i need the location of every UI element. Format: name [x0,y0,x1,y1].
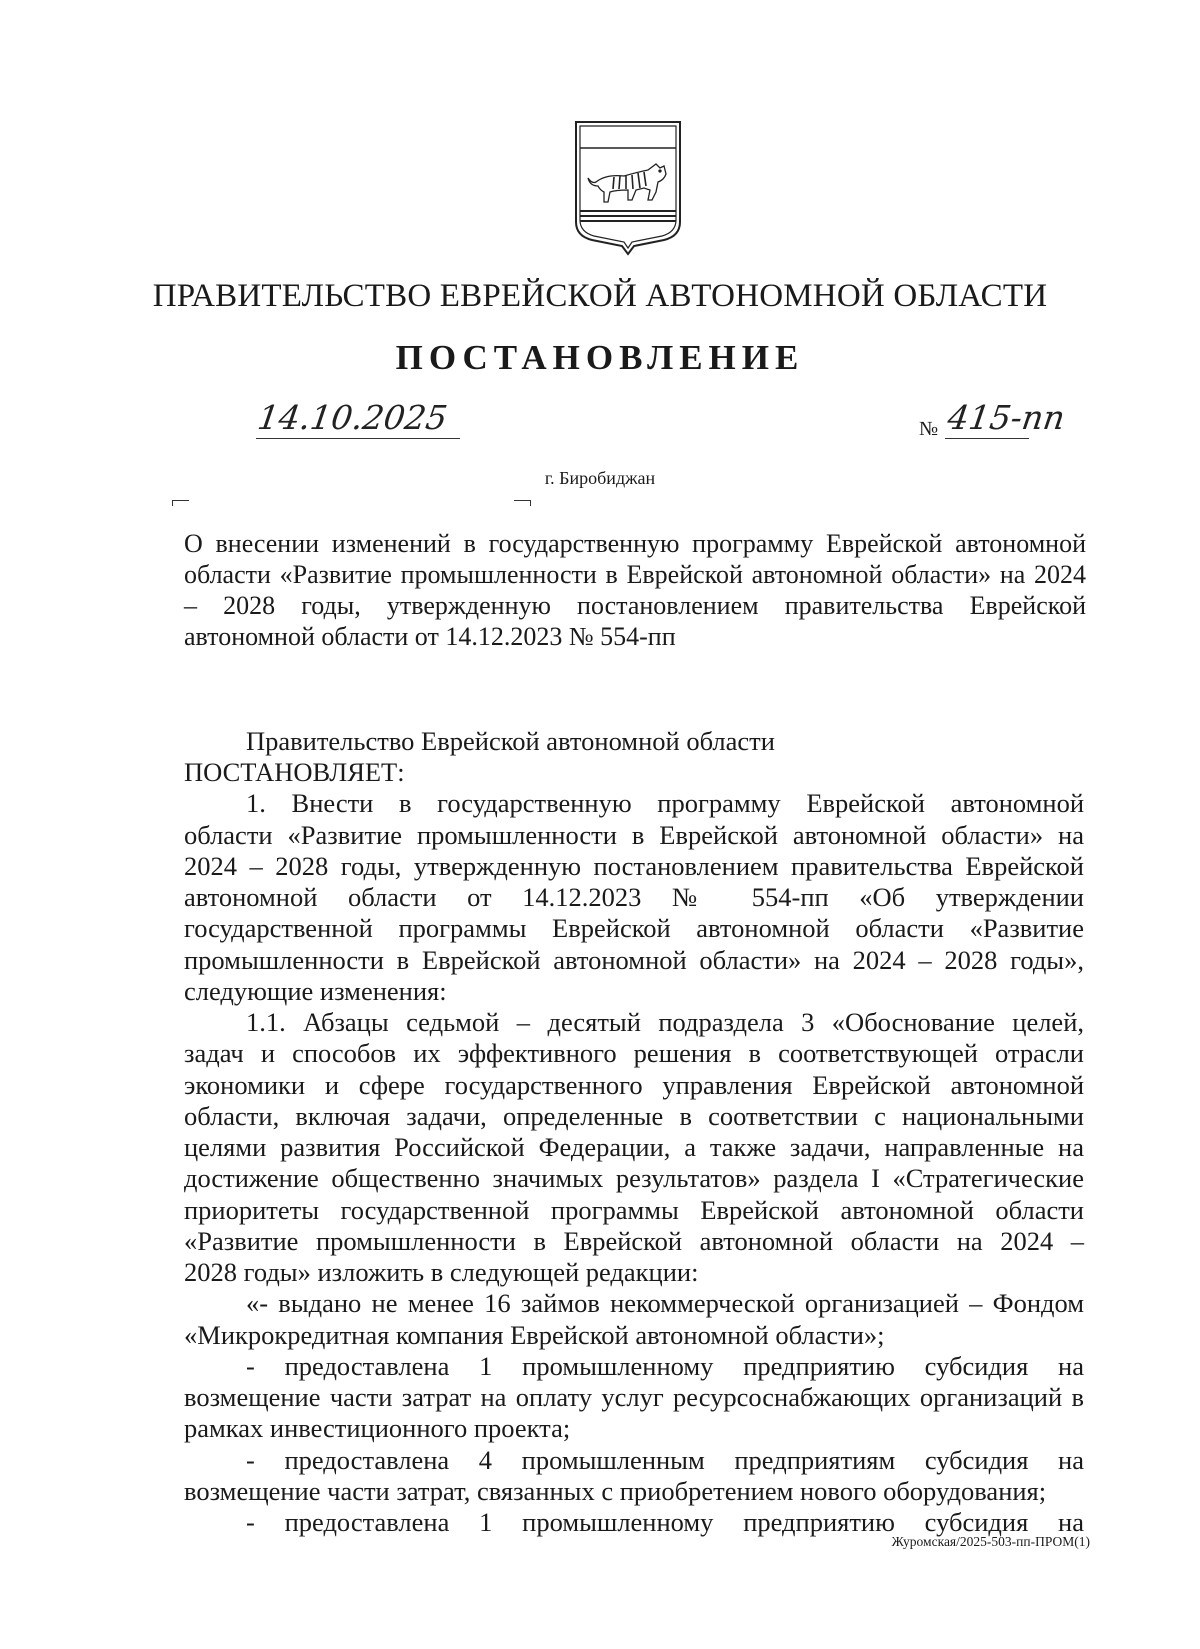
body-line: задач и способов их эффективного решения в соответствующей отрасли [184,1038,1084,1068]
body-line: возмещение части затрат, связанных с приобретением нового оборудования; [184,1476,1047,1506]
city-name: г. Биробиджан [544,468,656,488]
body-line: 1. Внести в государственную программу Еврейской автономной [246,788,1084,818]
coat-of-arms-emblem [572,118,684,256]
body-line: «Микрокредитная компания Еврейской автономной области»; [184,1320,885,1350]
document-subject: О внесении изменений в государственную программу Еврейской автономной области «Развитие промышленности в Еврейской автономной области» на 2024 – 2028 годы, утвержденную постановлением правительства Еврейской автономной области от 14.12.2023 № 554-пп [184,529,1086,651]
body-line: - предоставлена 4 промышленным предприятиям субсидия на [246,1445,1084,1475]
date-underline [256,438,460,439]
handwritten-number: 415-пп [945,398,1068,437]
body-line: автономной области от 14.12.2023 № 554-пп «Об утверждении [184,882,1084,912]
body-line: приоритеты государственной программы Еврейской автономной области [184,1195,1084,1225]
body-line: целями развития Российской Федерации, а также задачи, направленные на [184,1132,1084,1162]
document-type-title: ПОСТАНОВЛЕНИЕ [395,338,805,377]
body-line: государственной программы Еврейской автономной области «Развитие [184,913,1084,943]
subject-corner-left [172,500,189,506]
number-underline [945,438,1029,439]
body-line: достижение общественно значимых результатов» раздела I «Стратегические [184,1163,1084,1193]
body-line: промышленности в Еврейской автономной области» на 2024 – 2028 годы», [184,945,1084,975]
body-line: «- выдано не менее 16 займов некоммерческой организацией – Фондом [246,1288,1084,1318]
body-line: 2028 годы» изложить в следующей редакции: [184,1257,699,1287]
body-line: экономики и сфере государственного управления Еврейской автономной [184,1070,1084,1100]
government-title: ПРАВИТЕЛЬСТВО ЕВРЕЙСКОЙ АВТОНОМНОЙ ОБЛАСТИ [152,278,1048,314]
body-line: области «Развитие промышленности в Еврейской автономной области» на [184,820,1084,850]
body-line: - предоставлена 1 промышленному предприятию субсидия на [246,1507,1084,1537]
body-line: «Развитие промышленности в Еврейской автономной области на 2024 – [184,1226,1084,1256]
handwritten-date: 14.10.2025 [255,398,450,437]
body-line: - предоставлена 1 промышленному предприятию субсидия на [246,1351,1084,1381]
body-line: 2024 – 2028 годы, утвержденную постановлением правительства Еврейской [184,851,1084,881]
body-line: рамках инвестиционного проекта; [184,1413,571,1443]
body-line: следующие изменения: [184,976,447,1006]
body-line: области, включая задачи, определенные в соответствии с национальными [184,1101,1084,1131]
footer-file-code: Журомская/2025-503-пп-ПРОМ(1) [891,1534,1090,1549]
subject-corner-right [514,500,531,506]
body-line: ПОСТАНОВЛЯЕТ: [184,757,405,787]
body-line: возмещение части затрат на оплату услуг ресурсоснабжающих организаций в [184,1382,1084,1412]
number-label: № [919,418,939,440]
body-line: 1.1. Абзацы седьмой – десятый подраздела 3 «Обоснование целей, [246,1007,1084,1037]
body-line: Правительство Еврейской автономной области [246,726,775,756]
